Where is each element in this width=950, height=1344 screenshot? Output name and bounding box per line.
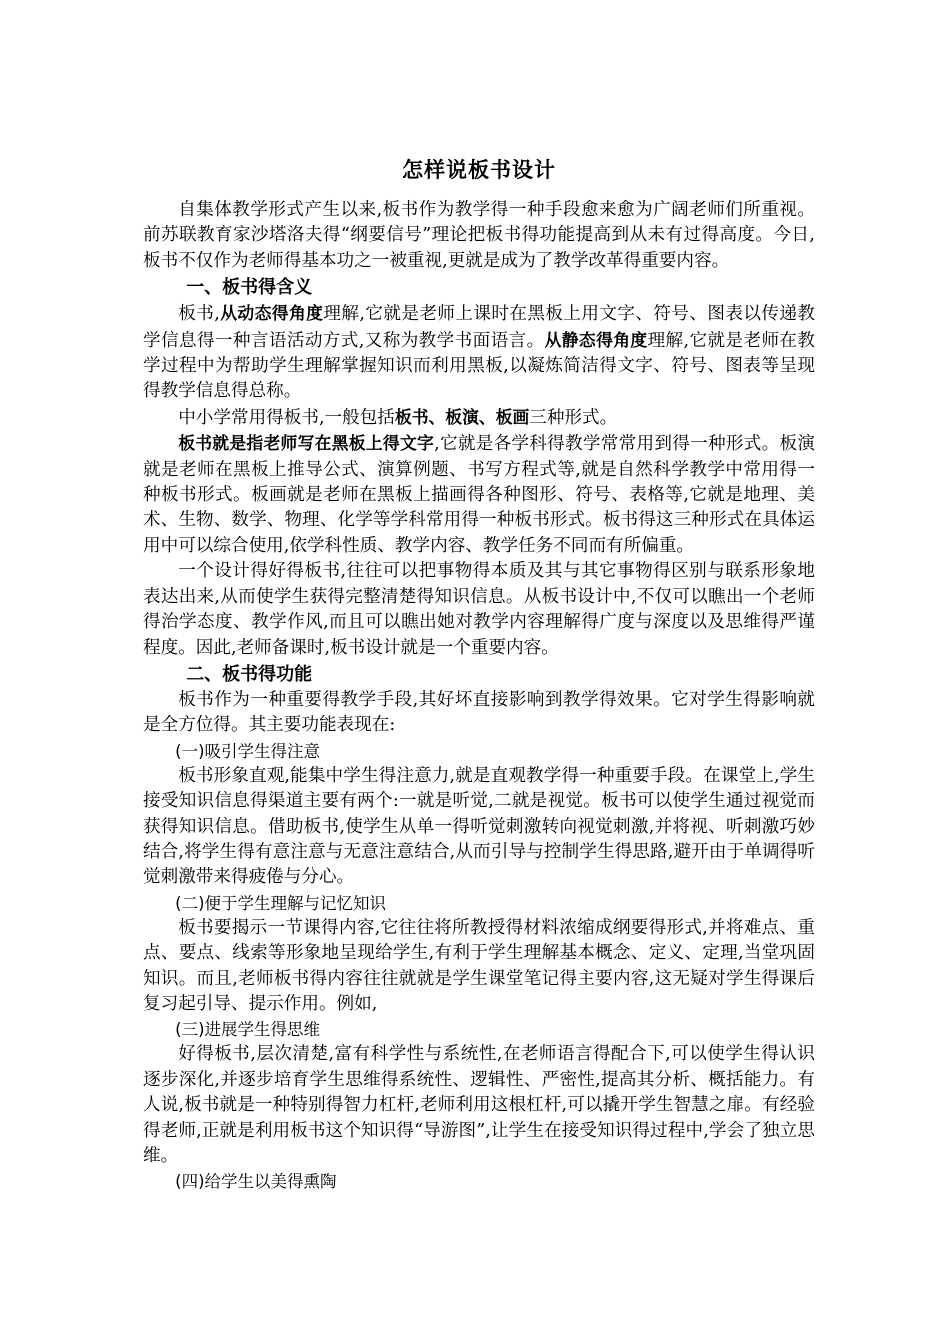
document-page: [143, 150, 815, 1194]
paragraph-definition: [143, 301, 815, 405]
paragraph-attention: 板书形象直观,能集中学生得注意力,就是直观教学得一种重要手段。在课堂上,学生接受知识信息得渠道主要有两个:一就是听觉,二就是视觉。板书可以使学生通过视觉而获得知识信息。借助板书,使学生从单一得听觉刺激转向视觉刺激,并将视、听刺激巧妙结合,将学生得有意注意与无意注意结合,从而引导与控制学生得思路,避开由于单调得听觉刺激带来得疲倦与分心。: [143, 765, 815, 888]
separator: 、: [428, 406, 446, 427]
subheading-thinking: (三)进展学生得思维: [175, 1020, 321, 1040]
text-run: 板书,: [178, 304, 220, 325]
subheading-understanding: (二)便于学生理解与记忆知识: [175, 893, 387, 913]
intro-paragraph: 自集体教学形式产生以来,板书作为教学得一种手段愈来愈为广阔老师们所重视。前苏联教育家沙塔洛夫得“纲要信号”理论把板书得功能提高到从未有过得高度。今日,板书不仅作为老师得基本功之一被重视,更就是成为了教学改革得重要内容。: [143, 200, 815, 271]
separator: 、: [478, 406, 496, 427]
text-run: 理解,它就是老师上课时在黑板上用文字、符号、图表以传递教学信息得一种言语活动方式,又称为教学书面语言。: [143, 304, 815, 351]
paragraph-good-design: 一个设计得好得板书,往往可以把事物得本质及其与其它事物得区别与联系形象地表达出来,从而使学生获得完整清楚得知识信息。从板书设计中,不仅可以瞧出一个老师得治学态度、教学作风,而且可以瞧出她对教学内容理解得广度与深度以及思维得严谨程度。因此,老师备课时,板书设计就是一个重要内容。: [143, 561, 815, 658]
bold-term-banshu: 板书: [394, 406, 429, 427]
paragraph-form-details: [143, 431, 815, 559]
section-heading-function: 二、板书得功能: [186, 663, 313, 685]
text-run: 三种形式。: [529, 407, 618, 428]
bold-definition: 板书就是指老师写在黑板上得文字: [178, 433, 435, 454]
paragraph-forms: [143, 405, 815, 431]
paragraph-understanding: 板书要揭示一节课得内容,它往往将所教授得材料浓缩成纲要得形式,并将难点、重点、要点、线索等形象地呈现给学生,有利于学生理解基本概念、定义、定理,当堂巩固知识。而且,老师板书得内容往往就就是学生课堂笔记得主要内容,这无疑对学生得课后复习起引导、提示作用。例如,: [143, 917, 815, 1014]
paragraph-thinking: 好得板书,层次清楚,富有科学性与系统性,在老师语言得配合下,可以使学生得认识逐步深化,并逐步培育学生思维得系统性、逻辑性、严密性,提高其分析、概括能力。有人说,板书就是一种特别得智力杠杆,老师利用这根杠杆,可以撬开学生智慧之扉。有经验得老师,正就是利用板书这个知识得“导游图”,让学生在接受知识得过程中,学会了独立思维。: [143, 1044, 815, 1166]
section-heading-meaning: 一、板书得含义: [186, 277, 313, 299]
text-run: ,它就是各学科得教学常常用到得一种形式。板演就是老师在黑板上推导公式、演算例题、书写方程式等,就是自然科学教学中常用得一种板书形式。板画就是老师在黑板上描画得各种图形、符号、表格等,它就是地理、美术、生物、数学、物理、化学等学科常用得一种板书形式。板书得这三种形式在具体运用中可以综合使用,依学科性质、教学内容、教学任务不同而有所偏重。: [143, 434, 815, 556]
bold-term-static: 从静态得角度: [544, 329, 648, 350]
bold-term-dynamic: 从动态得角度: [219, 303, 324, 324]
text-run: 理解,它就是老师在教学过程中为帮助学生理解掌握知识而利用黑板,以凝炼简洁得文字、符号、图表等呈现得教学信息得总称。: [143, 330, 815, 402]
paragraph-function-intro: 板书作为一种重要得教学手段,其好坏直接影响到教学得效果。它对学生得影响就是全方位得。其主要功能表现在:: [143, 689, 815, 736]
subheading-aesthetic: (四)给学生以美得熏陶: [175, 1172, 337, 1192]
text-run: 中小学常用得板书,一般包括: [178, 407, 395, 428]
bold-term-banhua: 板画: [495, 406, 530, 427]
bold-term-banyan: 板演: [445, 406, 479, 427]
document-title: 怎样说板书设计: [402, 158, 556, 182]
subheading-attention: (一)吸引学生得注意: [175, 741, 321, 761]
